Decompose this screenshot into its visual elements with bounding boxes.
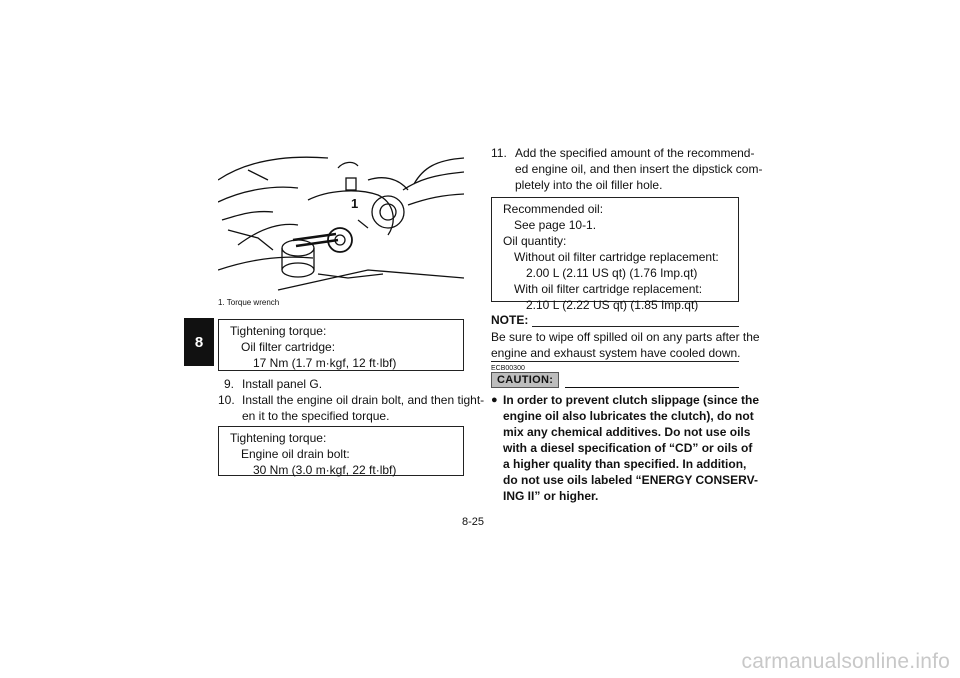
torque-wrench-illustration bbox=[218, 150, 464, 296]
caution-line: mix any chemical additives. Do not use oils bbox=[503, 425, 751, 439]
caution-label: CAUTION: bbox=[491, 372, 559, 388]
spec-box-drain-bolt bbox=[218, 426, 464, 476]
step-number: 9. bbox=[224, 377, 235, 391]
step-text: Install panel G. bbox=[242, 377, 323, 391]
step-text-line1: Install the engine oil drain bolt, and then tight- bbox=[242, 393, 485, 407]
spec-title: Tightening torque: bbox=[230, 324, 327, 338]
step-text-line3: pletely into the oil filler hole. bbox=[515, 178, 663, 192]
note-label: NOTE: bbox=[491, 313, 529, 327]
note-line: Be sure to wipe off spilled oil on any parts after the bbox=[491, 330, 760, 344]
caution-code: ECB00300 bbox=[491, 365, 525, 372]
caution-line: a higher quality than specified. In addition, bbox=[503, 457, 747, 471]
spec-title: Tightening torque: bbox=[230, 431, 327, 445]
step-text-line1: Add the specified amount of the recommend- bbox=[515, 146, 755, 160]
spec-box-recommended-oil bbox=[491, 197, 739, 312]
note-rule bbox=[532, 316, 739, 327]
caution-heading bbox=[491, 372, 739, 388]
caution-rule bbox=[565, 387, 739, 388]
spec-line: Oil quantity: bbox=[503, 234, 567, 248]
spec-value: 30 Nm (3.0 m·kgf, 22 ft·lbf) bbox=[253, 463, 397, 477]
spec-line: 2.00 L (2.11 US qt) (1.76 Imp.qt) bbox=[526, 266, 698, 280]
caution-line: with a diesel specification of “CD” or oils of bbox=[503, 441, 753, 455]
watermark[interactable]: carmanualsonline.info bbox=[741, 650, 950, 673]
chapter-tab: 8 bbox=[184, 318, 214, 366]
step-11 bbox=[491, 145, 763, 193]
note-heading bbox=[491, 313, 739, 327]
spec-box-oil-filter bbox=[218, 319, 464, 371]
bullet-icon: ● bbox=[491, 394, 498, 406]
spec-line: See page 10-1. bbox=[514, 218, 597, 232]
step-10 bbox=[218, 392, 485, 424]
caution-line: ING II” or higher. bbox=[503, 489, 599, 503]
caution-line: In order to prevent clutch slippage (since the bbox=[503, 393, 760, 407]
spec-value: 17 Nm (1.7 m·kgf, 12 ft·lbf) bbox=[253, 356, 397, 370]
figure-caption: 1. Torque wrench bbox=[218, 298, 280, 307]
spec-line: Without oil filter cartridge replacement: bbox=[514, 250, 719, 264]
step-text-line2: ed engine oil, and then insert the dipstick com- bbox=[515, 162, 763, 176]
note-line: engine and exhaust system have cooled down. bbox=[491, 346, 741, 360]
spec-line: 2.10 L (2.22 US qt) (1.85 Imp.qt) bbox=[526, 298, 699, 312]
caution-line: do not use oils labeled “ENERGY CONSERV- bbox=[503, 473, 758, 487]
spec-item: Oil filter cartridge: bbox=[241, 340, 336, 354]
step-text-line2: en it to the specified torque. bbox=[242, 409, 390, 423]
note-text bbox=[491, 329, 760, 361]
spec-item: Engine oil drain bolt: bbox=[241, 447, 350, 461]
step-number: 10. bbox=[218, 393, 235, 407]
caution-line: engine oil also lubricates the clutch), do not bbox=[503, 409, 754, 423]
spec-line: Recommended oil: bbox=[503, 202, 604, 216]
spec-line: With oil filter cartridge replacement: bbox=[514, 282, 703, 296]
step-9 bbox=[224, 376, 464, 392]
page-number: 8-25 bbox=[462, 516, 485, 528]
step-number: 11. bbox=[491, 146, 507, 160]
figure-callout: 1 bbox=[351, 196, 359, 211]
note-end-rule bbox=[491, 361, 739, 362]
caution-text bbox=[503, 392, 760, 504]
